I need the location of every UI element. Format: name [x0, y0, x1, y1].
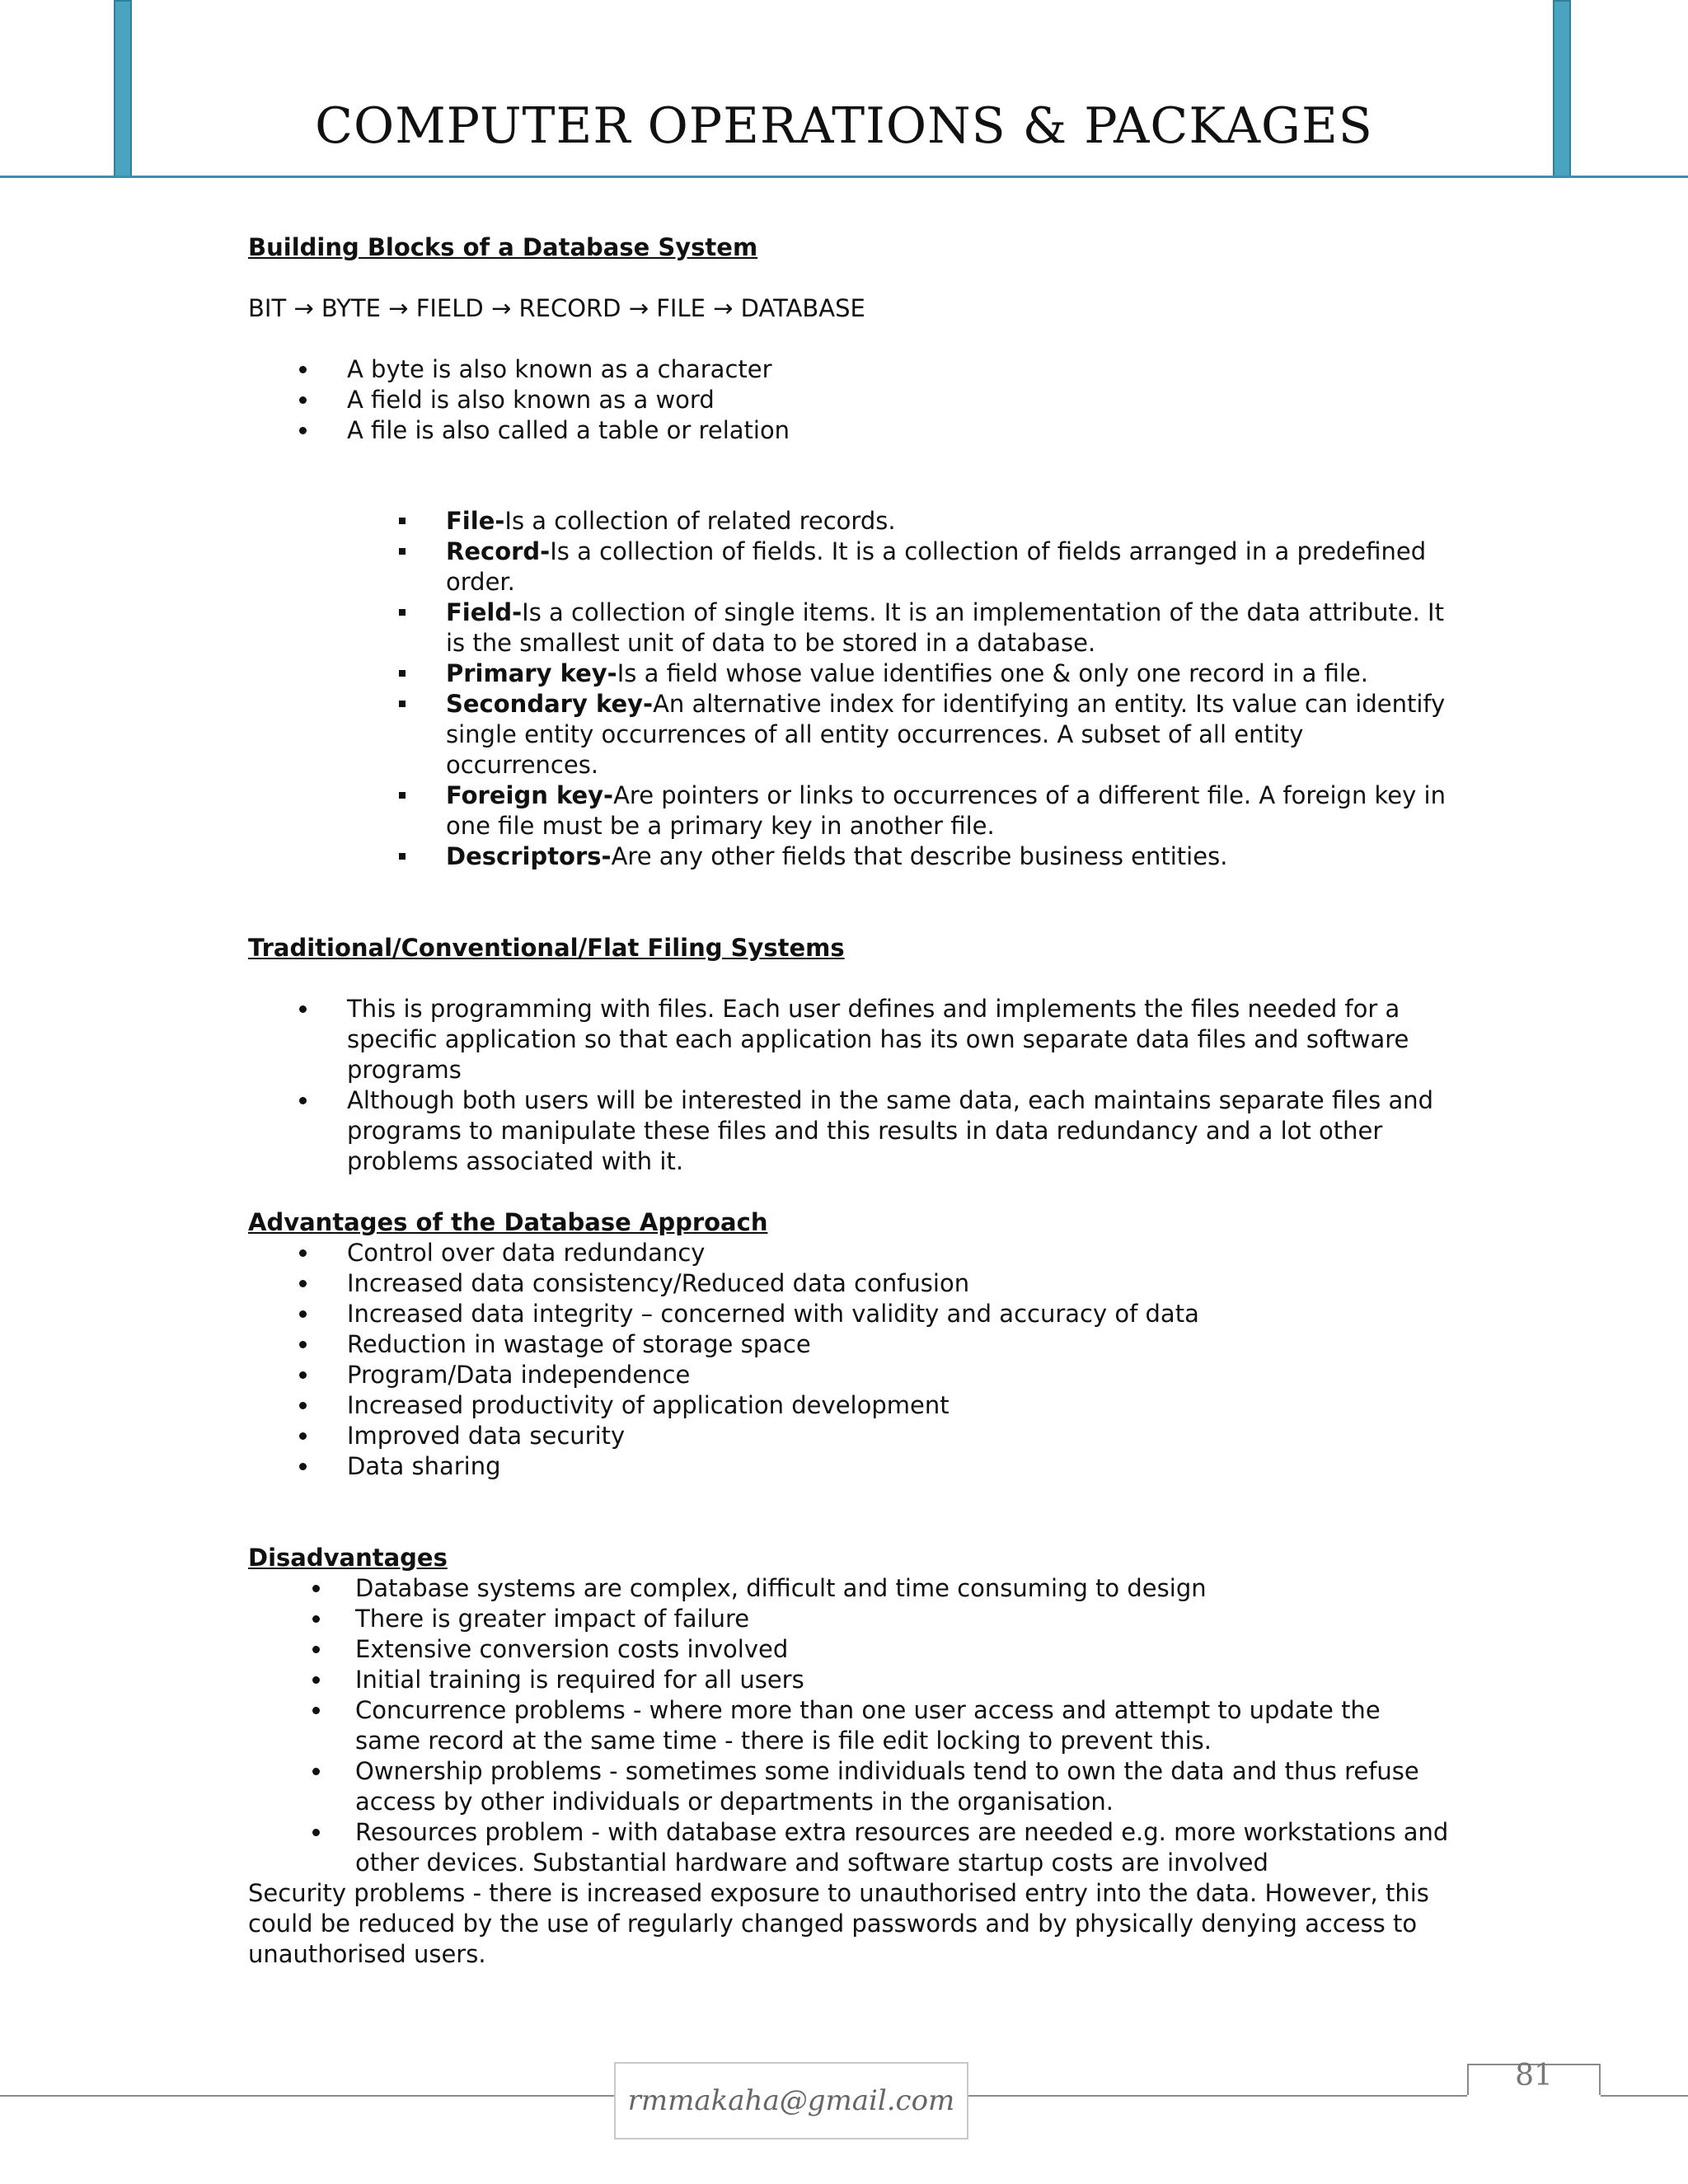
list-item: Database systems are complex, difficult and time consuming to design: [248, 1573, 1451, 1604]
list-item: Increased data integrity – concerned with validity and accuracy of data: [248, 1299, 1451, 1329]
list-item: Program/Data independence: [248, 1360, 1451, 1390]
definitions-list: [248, 506, 1451, 872]
definition-text: Is a collection of fields. It is a collection of fields arranged in a predefined order.: [446, 537, 1427, 596]
list-item: A field is also known as a word: [248, 385, 1451, 415]
traditional-list: [248, 994, 1451, 1177]
list-item: Increased productivity of application development: [248, 1390, 1451, 1421]
definition-text: An alternative index for identifying an entity. Its value can identify single entity occurrences of all entity occurrences. A subset of all entity occurrences.: [446, 690, 1446, 779]
definition-text: Are any other fields that describe business entities.: [611, 842, 1228, 870]
list-item: Extensive conversion costs involved: [248, 1634, 1451, 1665]
list-item: Reduction in wastage of storage space: [248, 1329, 1451, 1360]
list-item: Resources problem - with database extra resources are needed e.g. more workstations and other devices. Substantial hardware and software startup costs are involved: [248, 1817, 1451, 1878]
advantages-list: [248, 1238, 1451, 1482]
footer-rule-middle: [968, 2095, 1467, 2097]
definition-term: Secondary key-: [446, 690, 654, 718]
closing-paragraph: Security problems - there is increased exposure to unauthorised entry into the data. However, this could be reduced by the use of regularly changed passwords and by physically denying access to unauthorised users.: [248, 1879, 1429, 1968]
definition-term: Field-: [446, 598, 523, 626]
section-heading-traditional: Traditional/Conventional/Flat Filing Systems: [248, 934, 845, 962]
list-item: Ownership problems - sometimes some individuals tend to own the data and thus refuse access by other individuals or departments in the organisation.: [248, 1756, 1451, 1817]
page-number: 81: [1515, 2059, 1553, 2093]
list-item: There is greater impact of failure: [248, 1604, 1451, 1634]
definition-item: [446, 506, 1451, 537]
hierarchy-line: BIT → BYTE → FIELD → RECORD → FILE → DATABASE: [248, 294, 865, 322]
list-item: Increased data consistency/Reduced data confusion: [248, 1268, 1451, 1299]
definition-text: Is a collection of related records.: [504, 507, 896, 535]
list-item: Concurrence problems - where more than one user access and attempt to update the same record at the same time - there is file edit locking to prevent this.: [248, 1695, 1451, 1756]
definition-text: Is a field whose value identifies one & only one record in a file.: [617, 659, 1368, 687]
section-heading-advantages: Advantages of the Database Approach: [248, 1208, 768, 1236]
disadvantages-list: [248, 1573, 1451, 1878]
definition-term: Foreign key-: [446, 781, 614, 809]
header-rule: [0, 176, 1688, 178]
footer-rule-right: [1601, 2095, 1688, 2097]
footer-rule-left: [0, 2095, 614, 2097]
definition-text: Is a collection of single items. It is an implementation of the data attribute. It is the smallest unit of data to be stored in a database.: [446, 598, 1444, 657]
page-content: [248, 232, 1451, 1970]
definition-term: File-: [446, 507, 505, 535]
definition-term: Primary key-: [446, 659, 617, 687]
section-heading-building-blocks: Building Blocks of a Database System: [248, 233, 758, 261]
definition-item: [446, 537, 1451, 598]
list-item: Control over data redundancy: [248, 1238, 1451, 1268]
list-item: A file is also called a table or relation: [248, 415, 1451, 446]
list-item: Initial training is required for all users: [248, 1665, 1451, 1695]
definition-term: Descriptors-: [446, 842, 612, 870]
definition-item: [446, 689, 1451, 780]
section-heading-disadvantages: Disadvantages: [248, 1544, 448, 1572]
list-item: Improved data security: [248, 1421, 1451, 1451]
definition-text: Are pointers or links to occurrences of a different file. A foreign key in one file must be a primary key in another file.: [446, 781, 1446, 840]
definition-term: Record-: [446, 537, 551, 565]
list-item: This is programming with files. Each user defines and implements the files needed for a specific application so that each application has its own separate data files and software programs: [248, 994, 1451, 1085]
list-item: Data sharing: [248, 1451, 1451, 1482]
page-header-title: COMPUTER OPERATIONS & PACKAGES: [315, 97, 1373, 155]
definition-item: [446, 841, 1451, 872]
definition-item: [446, 598, 1451, 658]
definition-item: [446, 780, 1451, 841]
definition-item: [446, 658, 1451, 689]
list-item: A byte is also known as a character: [248, 354, 1451, 385]
list-item: Although both users will be interested in the same data, each maintains separate files and programs to manipulate these files and this results in data redundancy and a lot other problems associated with it.: [248, 1085, 1451, 1177]
building-blocks-list: [248, 354, 1451, 446]
footer-email: rmmakaha@gmail.com: [614, 2062, 968, 2139]
